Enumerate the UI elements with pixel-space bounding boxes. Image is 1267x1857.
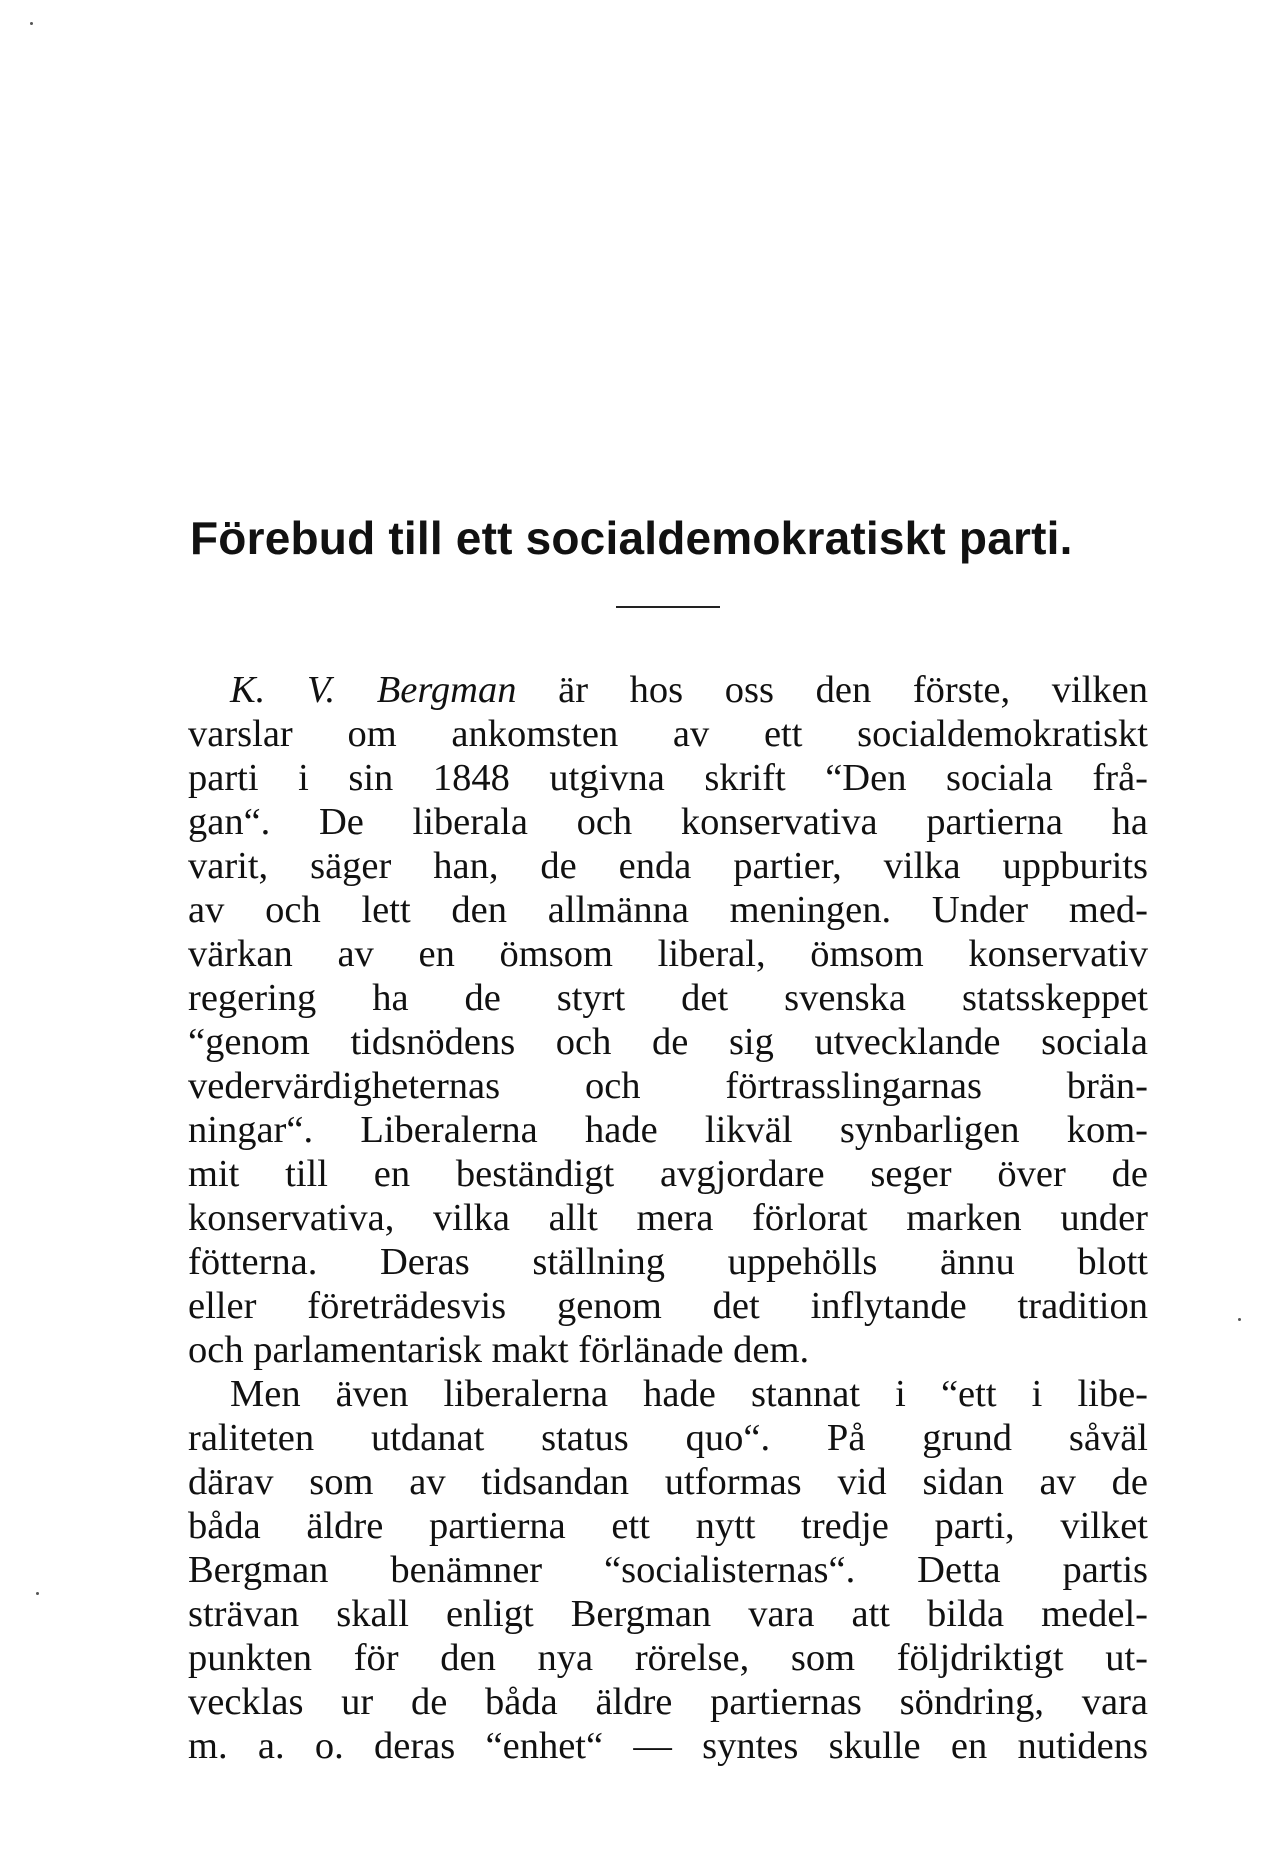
text-line: vecklas ur de båda äldre partiernas söndring, vara [188, 1681, 1148, 1723]
text-line: regering ha de styrt det svenska statsskeppet [188, 977, 1148, 1019]
scan-speck [1238, 1318, 1241, 1321]
text-line: “genom tidsnödens och de sig utvecklande sociala [188, 1021, 1148, 1063]
text-line: båda äldre partierna ett nytt tredje parti, vilket [188, 1505, 1148, 1547]
text-line-content: är hos oss den förste, vilken [558, 669, 1148, 711]
text-line: vedervärdigheternas och förtrasslingarnas brän- [188, 1065, 1148, 1107]
text-line: varit, säger han, de enda partier, vilka uppburits [188, 845, 1148, 887]
text-line: mit till en beständigt avgjordare seger över de [188, 1153, 1148, 1195]
chapter-title: Förebud till ett socialdemokratiskt parti. [190, 512, 1073, 564]
text-line: gan“. De liberala och konservativa partierna ha [188, 801, 1148, 843]
text-line: varslar om ankomsten av ett socialdemokratiskt [188, 713, 1148, 755]
text-line: fötterna. Deras ställning uppehölls ännu blott [188, 1241, 1148, 1283]
text-line: därav som av tidsandan utformas vid sidan av de [188, 1461, 1148, 1503]
text-line: värkan av en ömsom liberal, ömsom konservativ [188, 933, 1148, 975]
text-line [188, 668, 1148, 712]
text-line: och parlamentarisk makt förlänade dem. [188, 1329, 810, 1371]
text-line: ningar“. Liberalerna hade likväl synbarligen kom- [188, 1109, 1148, 1151]
text-line: m. a. o. deras “enhet“ — syntes skulle en nutidens [188, 1725, 1148, 1767]
text-line: parti i sin 1848 utgivna skrift “Den sociala frå- [188, 757, 1148, 799]
author-name: K. V. Bergman [230, 669, 517, 711]
text-line: raliteten utdanat status quo“. På grund såväl [188, 1417, 1148, 1459]
text-line: konservativa, vilka allt mera förlorat marken under [188, 1197, 1148, 1239]
text-line: punkten för den nya rörelse, som följdriktigt ut- [188, 1637, 1148, 1679]
text-line: Bergman benämner “socialisternas“. Detta partis [188, 1549, 1148, 1591]
scan-speck [36, 1592, 39, 1595]
text-line: strävan skall enligt Bergman vara att bilda medel- [188, 1593, 1148, 1635]
scan-speck [30, 22, 33, 25]
title-divider [616, 606, 720, 608]
text-line: av och lett den allmänna meningen. Under med- [188, 889, 1148, 931]
body-text [188, 668, 1148, 1768]
text-line: Men även liberalerna hade stannat i “ett i libe- [230, 1373, 1148, 1415]
text-line: eller företrädesvis genom det inflytande tradition [188, 1285, 1148, 1327]
